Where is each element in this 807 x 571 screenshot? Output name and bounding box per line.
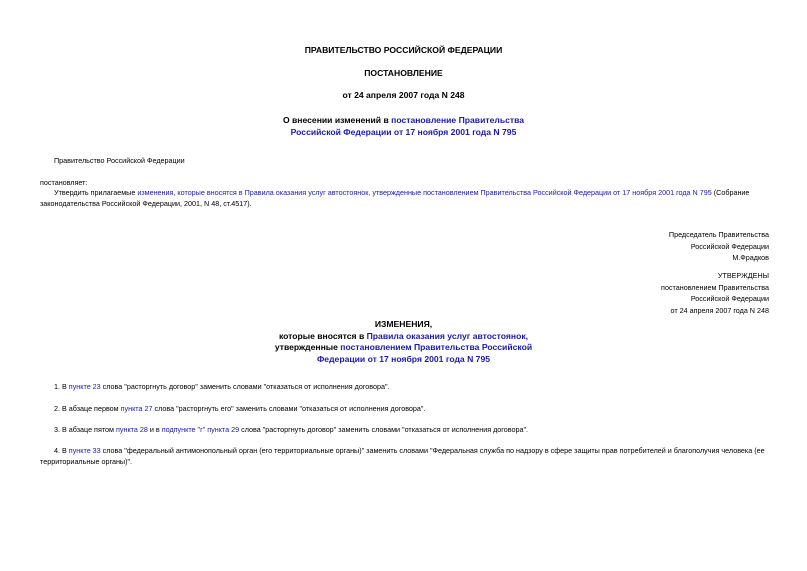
item-3-link-1[interactable]: пункта 28 — [116, 425, 148, 434]
changes-heading-line-2 — [0, 331, 807, 343]
government-heading: ПРАВИТЕЛЬСТВО РОССИЙСКОЙ ФЕДЕРАЦИИ — [304, 45, 503, 55]
item-1-link[interactable]: пункте 23 — [68, 382, 101, 391]
list-item — [40, 445, 770, 467]
approval-line-2: постановлением Правительства — [661, 282, 769, 292]
title-link-resolution[interactable]: постановление Правительства — [391, 115, 525, 125]
item-2-prefix: 2. В абзаце первом — [54, 404, 121, 413]
changes-link-rules[interactable]: Правила оказания услуг автостоянок, — [366, 330, 529, 341]
document-type: ПОСТАНОВЛЕНИЕ — [364, 68, 443, 78]
item-4-prefix: 4. В — [54, 446, 69, 455]
title-link-resolution-cont[interactable]: Российской Федерации от 17 ноября 2001 года N 795 — [290, 127, 517, 137]
changes-heading-title: ИЗМЕНЕНИЯ, — [374, 319, 433, 329]
list-item — [40, 403, 770, 414]
signature-line-2: Российской Федерации — [690, 241, 769, 251]
changes-link-resolution-cont[interactable]: Федерации от 17 ноября 2001 года N 795 — [316, 353, 491, 364]
changes-line-2-prefix: которые вносятся в — [278, 330, 367, 341]
signature-block — [669, 229, 769, 264]
preamble-body-suffix: (Собрание законодательства Российской Федерации, 2001, N 48, ст.4517). — [40, 188, 750, 208]
document-date-number: от 24 апреля 2007 года N 248 — [342, 90, 465, 100]
title-prefix: О внесении изменений в — [282, 115, 392, 125]
list-item — [40, 424, 770, 435]
changes-line-3-prefix: утвержденные — [274, 342, 341, 352]
approval-line-1: УТВЕРЖДЕНЫ — [717, 271, 769, 280]
list-item — [40, 381, 770, 392]
item-1-text: слова "расторгнуть договор" заменить словами "отказаться от исполнения договора". — [100, 382, 390, 391]
changes-link-resolution[interactable]: постановлением Правительства Российской — [340, 342, 533, 352]
changes-heading-line-4 — [0, 354, 807, 366]
changes-heading-line-3 — [0, 342, 807, 354]
preamble-body-link[interactable]: изменения, которые вносятся в Правила оказания услуг автостоянок, утвержденные постановлением Правительства Российской Федерации от 17 ноября 2001 года N 795 — [137, 188, 712, 197]
item-4-link[interactable]: пункте 33 — [68, 446, 101, 455]
preamble-government: Правительство Российской Федерации — [54, 156, 185, 165]
approval-block — [661, 270, 769, 316]
document-title — [0, 114, 807, 138]
item-3-connector: и в — [147, 425, 162, 434]
item-3-text: слова "расторгнуть договор" заменить словами "отказаться от исполнения договора". — [239, 425, 529, 434]
item-3-link-2[interactable]: подпункте "г" пункта 29 — [161, 425, 240, 434]
preamble-resolves: постановляет: — [40, 178, 88, 187]
signature-line-3: М.Фрадков — [732, 253, 769, 262]
item-2-text: слова "расторгнуть его" заменить словами "отказаться от исполнения договора". — [152, 404, 426, 413]
preamble-body — [40, 187, 770, 209]
preamble-body-prefix: Утвердить прилагаемые — [54, 188, 138, 197]
approval-line-4: от 24 апреля 2007 года N 248 — [670, 305, 769, 315]
changes-heading — [0, 319, 807, 365]
item-4-text: слова "федеральный антимонопольный орган (его территориальные органы)" заменить словами "Федеральная служба по надзору в сфере защиты прав потребителей и благополучия человека (ее территориальные органы)". — [40, 446, 765, 466]
approval-line-3: Российской Федерации — [690, 294, 769, 303]
item-1-prefix: 1. В — [54, 382, 69, 391]
signature-line-1: Председатель Правительства — [668, 230, 769, 239]
item-3-prefix: 3. В абзаце пятом — [54, 425, 116, 434]
item-2-link[interactable]: пункта 27 — [120, 404, 153, 413]
